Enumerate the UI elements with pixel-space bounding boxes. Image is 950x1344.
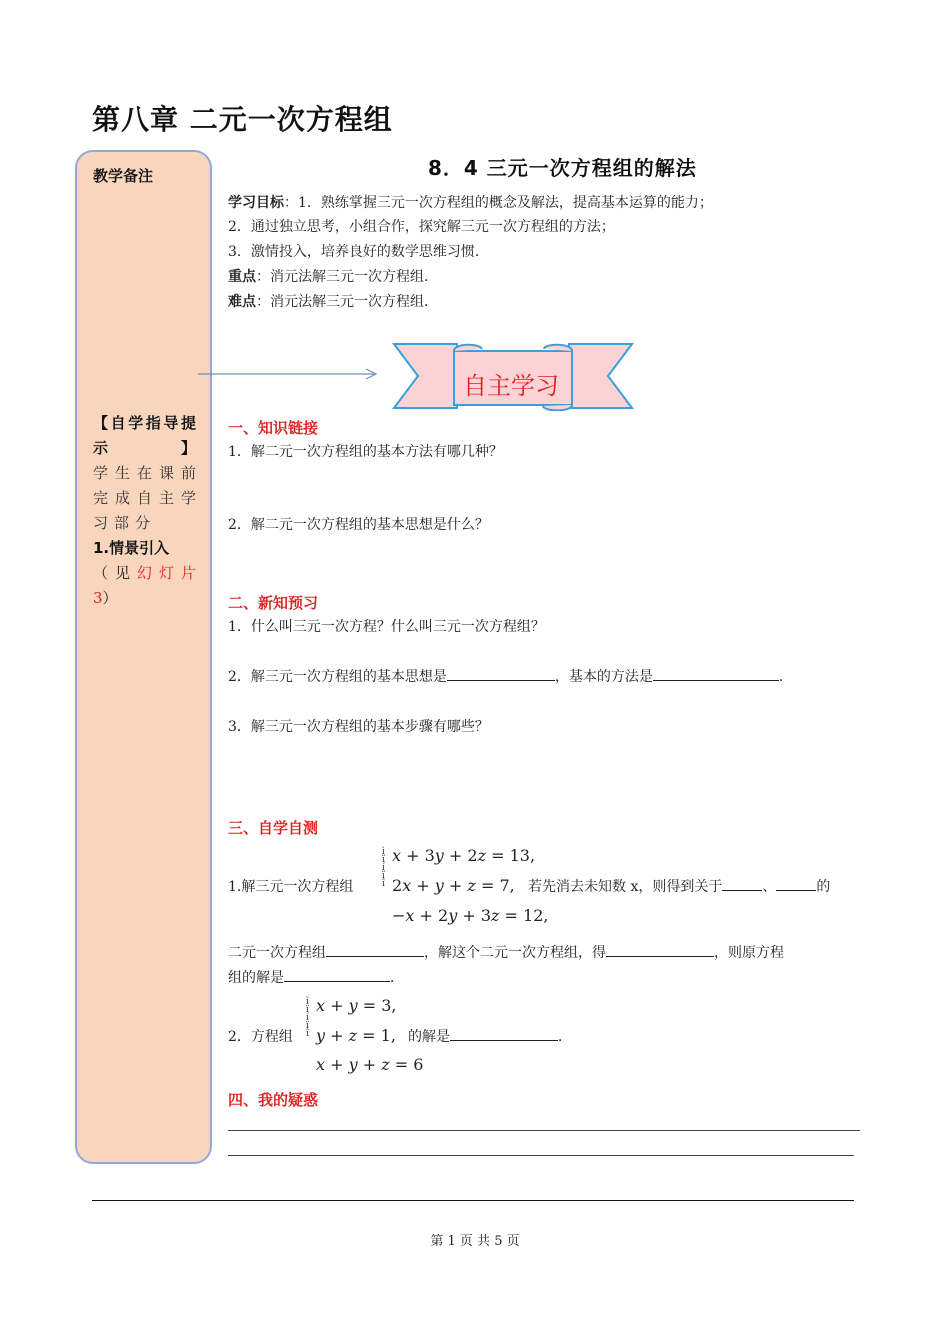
part4-heading: 四、我的疑惑 <box>228 1091 319 1109</box>
part3-q2-prefix: 2．方程组 <box>228 1029 293 1045</box>
part3-q2-suffix <box>408 1026 572 1048</box>
sidebar-item1-ref <box>93 561 196 586</box>
part3-heading: 三、自学自测 <box>228 819 319 837</box>
part3-q1-line3 <box>228 967 404 989</box>
q1-equation-3: −x + 2y + 3z = 12, <box>392 906 549 925</box>
part2-q2-text-b: ，基本的方法是 <box>554 669 653 685</box>
answer-blank-solution2[interactable] <box>606 942 714 957</box>
sidebar-guide-line1: 学生在课前 <box>93 464 196 482</box>
q1-line2-text-c: ，则原方程 <box>714 945 784 961</box>
answer-blank-method[interactable] <box>653 666 779 681</box>
answer-blank-solution3[interactable] <box>284 967 390 982</box>
goals-line1 <box>228 192 713 214</box>
sidebar-title: 教学备注 <box>93 167 154 185</box>
part2-q2-text-a: 2．解三元一次方程组的基本思想是 <box>228 669 447 685</box>
q2-suffix-end: ． <box>558 1029 572 1045</box>
q1-equation-1: x + 3y + 2z = 13, <box>392 846 536 865</box>
q2-equation-2: y + z = 1, <box>316 1026 396 1045</box>
doubt-line-2[interactable] <box>228 1155 854 1156</box>
q1-suffix-text-b: 的 <box>816 879 831 895</box>
sidebar-item1: 1.情景引入 <box>93 539 170 557</box>
sidebar-guide-heading <box>93 411 196 461</box>
part3-q1-suffix <box>528 876 830 898</box>
page-footer: 第 1 页 共 5 页 <box>430 1234 520 1249</box>
goals-line2: 2．通过独立思考，小组合作，探究解三元一次方程组的方法； <box>228 219 615 235</box>
q1-suffix-sep: 、 <box>762 879 777 895</box>
part3-q1-line2 <box>228 942 784 964</box>
q1-line3-text-b: ． <box>390 970 404 986</box>
arrow-right-icon <box>196 366 386 382</box>
sidebar-guide-line2: 完成自主学 <box>93 489 196 507</box>
sidebar-guide-heading-text: 【自学指导提示】 <box>93 414 196 457</box>
answer-blank-idea[interactable] <box>447 666 555 681</box>
key-point <box>228 266 438 288</box>
sidebar-ref-close: ） <box>102 589 118 607</box>
key-point-label: 重点 <box>228 269 256 285</box>
chapter-title: 第八章 二元一次方程组 <box>92 103 393 136</box>
brace-icon: ì ï í ï î <box>382 847 385 889</box>
sidebar-ref-open: （见 <box>93 564 137 582</box>
part2-heading: 二、新知预习 <box>228 594 319 612</box>
q1-line2-text-b: ，解这个二元一次方程组，得 <box>424 945 606 961</box>
q2-equation-3: x + y + z = 6 <box>316 1055 424 1074</box>
part3-q1-prefix: 1.解三元一次方程组 <box>228 879 354 895</box>
part2-q1: 1．什么叫三元一次方程？什么叫三元一次方程组？ <box>228 619 545 635</box>
sidebar-ref-slide-number: 3 <box>93 589 103 607</box>
banner-text: 自主学习 <box>463 372 559 400</box>
part2-q3: 3．解三元一次方程组的基本步骤有哪些？ <box>228 719 489 735</box>
teaching-notes-sidebar <box>75 150 212 1164</box>
goals-line3: 3．激情投入，培养良好的数学思维习惯． <box>228 244 489 260</box>
q2-equation-1: x + y = 3, <box>316 996 397 1015</box>
q2-suffix-text: 的解是 <box>408 1029 450 1045</box>
key-point-text: ：消元法解三元一次方程组． <box>256 269 438 285</box>
doubt-line-1[interactable] <box>228 1130 860 1131</box>
difficult-point-label: 难点 <box>228 294 256 310</box>
part1-q2: 2．解二元一次方程组的基本思想是什么？ <box>228 517 489 533</box>
difficult-point <box>228 291 438 313</box>
goals-label: 学习目标 <box>228 195 284 211</box>
section-title: 8．4 三元一次方程组的解法 <box>428 156 697 180</box>
q1-line2-text-a: 二元一次方程组 <box>228 945 326 961</box>
part2-q2-text-c: ． <box>778 669 793 685</box>
answer-blank-system[interactable] <box>326 942 424 957</box>
sidebar-item1-ref2 <box>93 586 196 611</box>
answer-blank-var1[interactable] <box>722 876 762 891</box>
sidebar-ref-slide: 幻灯片 <box>137 564 196 582</box>
answer-blank-var2[interactable] <box>776 876 816 891</box>
q1-suffix-text-a: 若先消去未知数 x，则得到关于 <box>528 879 723 895</box>
brace-icon-2: ì ï í ï î <box>306 997 309 1039</box>
part1-heading: 一、知识链接 <box>228 419 319 437</box>
q1-line3-text-a: 组的解是 <box>228 970 284 986</box>
goals-line1-text: ：1．熟练掌握三元一次方程组的概念及解法，提高基本运算的能力； <box>284 195 713 211</box>
difficult-point-text: ：消元法解三元一次方程组． <box>256 294 438 310</box>
q1-equation-2: 2x + y + z = 7, <box>392 876 515 895</box>
part1-q1: 1．解二元一次方程组的基本方法有哪几种？ <box>228 444 503 460</box>
footer-rule <box>92 1200 854 1201</box>
sidebar-guide-line3: 习部分 <box>93 514 157 532</box>
part2-q2 <box>228 666 793 688</box>
answer-blank-q2[interactable] <box>450 1026 558 1041</box>
